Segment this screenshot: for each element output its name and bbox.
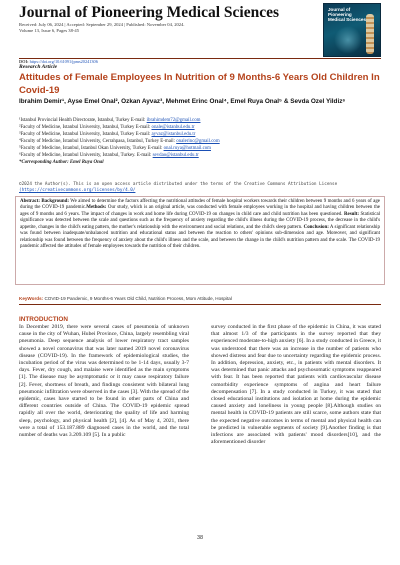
keywords-text: COVID-19 Pandemic, 9 Months-6 Years Old Child, Nutrition Process, Mom Attitude, Hospital (43, 296, 232, 301)
intro-column-right: survey conducted in the first phase of the epidemic in China, it was stated that almost 1/3 of the participants in the survey reported that they experienced moderate-to-high anxiety [6]. In a study conducted in Greece, it was understood that there was an increase in the number of patients who showed distress and fear due to uncertainty regarding the epidemic process. In addition, depression, anxiety, etc., in patients with mental disorders. It was determined that panic attacks and psychosomatic symptoms reappeared with fear. It has been reported that patients with cardiovascular disease comorbidity experience symptoms of angina and heart failure decompensation [7]. In a study conducted in Turkey, it was stated that closed educational institutions and isolation at home during the epidemic caused anxiety and loneliness in young people [8].Although studies on mental health in COVID-19 patients are still scarce, some authors state that the expected negative outcomes in terms of mental and physical health can be predicted in vulnerable segments of society [9].Another finding is that infections are associated with patients' mood disorders[10], and the aforementioned disorder (211, 324, 381, 446)
affiliation-2: ²Faculty of Medicine, Istanbul University, Istanbul, Turkey E-mail: onale@istanbul.edu.tr (19, 125, 195, 130)
journal-title: Journal of Pioneering Medical Sciences (19, 4, 280, 21)
intro-column-left: In December 2019, there were several cases of pneumonia of unknown cause in the city of Wuhan, Hubei Province, China, largely resembling viral pneumonia. Deep sequence analysis of lower respiratory tract samples showed a novel coronavirus that was later named 2019 novel coronavirus disease (COVID-19). In the framework of epidemiological studies, the incubation period of the virus was determined to be 1-14 days, usually 3-7 days. Fever, dry cough, and malaise were identified as the main symptoms [1]. The disease may be asymptomatic or it may cause respiratory failure [2]. Fever, shortness of breath, and findings consistent with bilateral lung pneumonic infiltration were observed in the cases [3]. With the spread of the epidemic, cases have started to be found in other parts of China and different countries outside of China. The COVID-19 epidemic spread rapidly all over the world, deteriorating the quality of life and harming sleep, psychology, and physical health [2], [4]. As of May 4, 2021, there were a total of 153.187.889 diagnosed cases in the world, and the total number of deaths was 3.209.109 [5]. In a public (19, 324, 189, 439)
keywords-label: KeyWords: (19, 296, 44, 301)
journal-cover-image (323, 3, 381, 57)
license-link[interactable]: (https://creativecommons.org/licenses/by/4.0/ (19, 188, 136, 193)
cover-title: Journal of Pioneering Medical Sciences (328, 7, 367, 23)
abstract-text: Abstract: Background: We aimed to determine the factors affecting the nutritional attitudes of female hospital workers towards their children between 9 months and 6 years of age during the COVID-19 pandemic.Methods: Our study, which is an original article, was conducted with female employees working in the hospital and having children between the ages of 9 months and 6 years. The impact of changes in work and home life during COVID-19 on changes in child care and child nutrition has been questioned. Result: Statistical significance was detected between the scale and questions such as the frequency of anxiety regarding the child's illness during the COVID-19 process, the decrease in the child's appetite, changes in the child's eating pattern, the mother's relationship with the environment and social relations, and the child's sleep pattern. Conclusion: A significant relationship was found between inadequate/unbalanced nutrition and educational status and between the reaction to others' opinions sub-dimension and age. Moreover, and significant relationship was found between the frequency of anxiety about the child's illness and the scale, and between the change in the child's nutrition pattern and the scale. The COVID-19 pandemic affected the attitudes of female employees towards the nutrition of their children. (20, 199, 381, 250)
author-list: Ibrahim Demir¹, Ayse Emel Onal², Ozkan Ayvaz³, Mehmet Erinc Onal⁴, Emel Ruya Onal⁵ & Sevda Ozel Yildiz⁶ (19, 98, 346, 105)
email-link[interactable]: onale@istanbul.edu.tr (151, 125, 195, 130)
page-number: 38 (196, 535, 204, 541)
email-link[interactable]: ayvaz@istanbul.edu.tr (151, 132, 196, 137)
email-link[interactable]: sevdao@istanbul.edu.tr (152, 153, 199, 158)
keywords-divider (19, 304, 381, 305)
volume-line: Volume 13, Issue 6, Pages 38-45 (19, 28, 80, 33)
affiliation-3: ³Faculty of Medicine, Istanbul University, Istanbul, Turkey E-mail: ayvaz@istanbul.edu.tr (19, 132, 196, 137)
abstract-box (15, 196, 385, 285)
affiliations (19, 117, 381, 166)
email-link[interactable]: onal.ruya@hotmail.com (163, 146, 211, 151)
doi-link[interactable]: https://doi.org/10.61091/jpms20241306 (29, 59, 98, 64)
affiliation-5: ⁵Faculty of Medicine, Istanbul, Istanbul Okan University, Turkey E-mail: onal.ruya@hotmail.com (19, 146, 211, 151)
article-type: Research Article (19, 64, 58, 70)
affiliation-6: ⁶Faculty of Medicine, Istanbul University, Istanbul, Turkey. E-mail: sevdao@istanbul.edu.tr (19, 153, 199, 158)
affiliation-1: ¹Istanbul Provincial Health Directorate, Istanbul, Turkey E-mail: ibrahimdem72@gmail.com (19, 118, 201, 123)
received-line: Received: July 06, 2024 | Accepted: September 29, 2024 | Published: November 04, 2024. (19, 22, 185, 27)
journal-meta (19, 22, 185, 34)
copyright-notice: ©2024 the Author(s). This is an open access article distributed under the terms of the Creative Commons Attribution License (https://creativecommons.org/licenses/by/4.0/ (19, 182, 338, 193)
journal-header (0, 0, 400, 62)
doi-label: DOI: (19, 59, 29, 64)
email-link[interactable]: onalerinc@gmail.com (176, 139, 220, 144)
spine-illustration (366, 14, 374, 54)
keywords (19, 296, 381, 301)
affiliation-4: ⁴Faculty of Medicine, Istanbul University, Cerrahpasa, Istanbul, Turkey E-mail: onalerinc@gmail.com (19, 139, 220, 144)
email-link[interactable]: ibrahimdem72@gmail.com (146, 118, 201, 123)
article-title: Attitudes of Female Employees In Nutrition of 9 Months-6 Years Old Children In Covid-19 (19, 72, 380, 96)
section-heading-introduction: INTRODUCTION (19, 316, 68, 323)
corresponding-author: *Corresponding Author: Emel Ruya Onal (19, 160, 104, 165)
